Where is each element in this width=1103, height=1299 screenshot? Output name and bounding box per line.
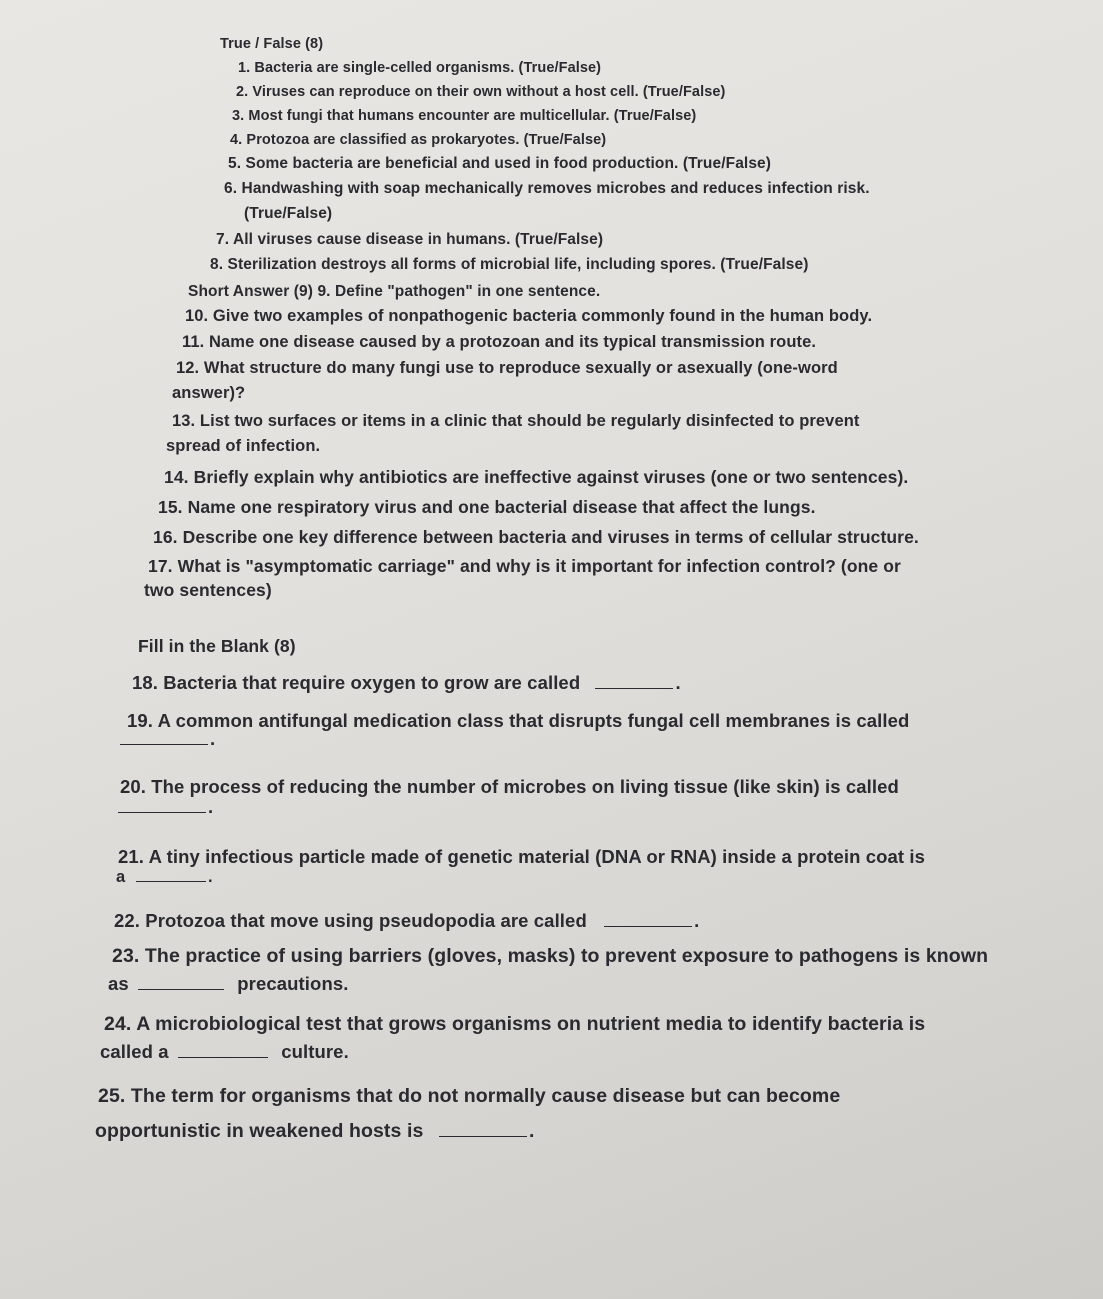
- fb-question-18: [132, 672, 681, 694]
- fb-question-19-blank-line: [120, 728, 215, 750]
- fb-question-25: 25. The term for organisms that do not normally cause disease but can become: [98, 1085, 841, 1107]
- sa-question-14: 14. Briefly explain why antibiotics are ineffective against viruses (one or two sentences).: [164, 467, 909, 487]
- tf-question-5: 5. Some bacteria are beneficial and used in food production. (True/False): [228, 155, 772, 172]
- fb-question-22: [114, 910, 699, 932]
- fb-heading: Fill in the Blank (8): [138, 636, 296, 656]
- tf-question-1: 1. Bacteria are single-celled organisms. (True/False): [238, 60, 602, 76]
- sa-question-17-cont: two sentences): [144, 580, 272, 600]
- fb-answer-blank-20: [118, 811, 206, 813]
- fb-question-20-blank-line: [118, 796, 213, 818]
- sa-question-17: 17. What is "asymptomatic carriage" and why is it important for infection control? (one or: [148, 556, 901, 576]
- fb-question-19: 19. A common antifungal medication class that disrupts fungal cell membranes is called: [127, 710, 910, 731]
- fb-question-24-tail: culture.: [281, 1041, 349, 1062]
- tf-question-8: 8. Sterilization destroys all forms of microbial life, including spores. (True/False): [210, 256, 809, 273]
- sa-question-11: 11. Name one disease caused by a protozoan and its typical transmission route.: [182, 333, 817, 351]
- tf-question-6-cont: (True/False): [244, 205, 333, 222]
- fb-question-18-text: 18. Bacteria that require oxygen to grow are called: [132, 672, 581, 693]
- fb-question-21-article: a: [116, 868, 126, 886]
- sa-question-10: 10. Give two examples of nonpathogenic bacteria commonly found in the human body.: [185, 307, 873, 325]
- tf-question-6: 6. Handwashing with soap mechanically removes microbes and reduces infection risk.: [224, 180, 870, 197]
- fb-period-22: .: [694, 910, 700, 931]
- fb-answer-blank-21: [136, 880, 206, 882]
- fb-answer-blank-25: [439, 1135, 527, 1137]
- fb-question-24-called-a: called a: [100, 1041, 169, 1062]
- fb-question-21: 21. A tiny infectious particle made of genetic material (DNA or RNA) inside a protein coat is: [118, 846, 926, 867]
- cut-off-header-fragment: [330, 0, 390, 6]
- tf-question-3: 3. Most fungi that humans encounter are multicellular. (True/False): [232, 108, 697, 124]
- sa-question-16: 16. Describe one key difference between bacteria and viruses in terms of cellular structure.: [153, 527, 919, 547]
- fb-question-24: 24. A microbiological test that grows organisms on nutrient media to identify bacteria is: [104, 1013, 926, 1035]
- fb-question-25-text: opportunistic in weakened hosts is: [95, 1120, 424, 1142]
- fb-answer-blank-18: [595, 687, 673, 689]
- fb-question-23-tail: precautions.: [237, 973, 349, 994]
- fb-period-20: .: [208, 796, 214, 817]
- tf-heading: True / False (8): [220, 36, 324, 52]
- sa-question-13-cont: spread of infection.: [166, 437, 321, 455]
- fb-answer-blank-19: [120, 743, 208, 745]
- fb-period-25: .: [529, 1120, 535, 1142]
- fb-question-21-cont: [116, 868, 213, 887]
- fb-question-22-text: 22. Protozoa that move using pseudopodia are called: [114, 910, 587, 931]
- fb-period-21: .: [207, 868, 213, 886]
- sa-question-12-cont: answer)?: [172, 384, 246, 402]
- fb-period-18: .: [675, 672, 681, 693]
- fb-answer-blank-22: [604, 925, 692, 927]
- tf-question-2: 2. Viruses can reproduce on their own without a host cell. (True/False): [236, 84, 726, 100]
- fb-question-24-cont: [100, 1041, 349, 1063]
- fb-question-23: 23. The practice of using barriers (gloves, masks) to prevent exposure to pathogens is known: [112, 945, 989, 967]
- sa-question-13: 13. List two surfaces or items in a clinic that should be regularly disinfected to prevent: [172, 412, 860, 430]
- sa-heading-q9: Short Answer (9) 9. Define "pathogen" in one sentence.: [188, 283, 601, 300]
- fb-question-23-as: as: [108, 973, 129, 994]
- fb-answer-blank-23: [138, 988, 224, 990]
- fb-question-20: 20. The process of reducing the number of microbes on living tissue (like skin) is called: [120, 776, 899, 797]
- sa-question-12: 12. What structure do many fungi use to reproduce sexually or asexually (one-word: [176, 359, 838, 377]
- fb-question-25-cont: [95, 1120, 535, 1143]
- fb-question-23-cont: [108, 973, 348, 995]
- fb-answer-blank-24: [178, 1056, 268, 1058]
- sa-question-15: 15. Name one respiratory virus and one bacterial disease that affect the lungs.: [158, 497, 816, 517]
- tf-question-4: 4. Protozoa are classified as prokaryotes. (True/False): [230, 132, 607, 148]
- fb-period-19: .: [210, 728, 216, 749]
- tf-question-7: 7. All viruses cause disease in humans. (True/False): [216, 231, 604, 248]
